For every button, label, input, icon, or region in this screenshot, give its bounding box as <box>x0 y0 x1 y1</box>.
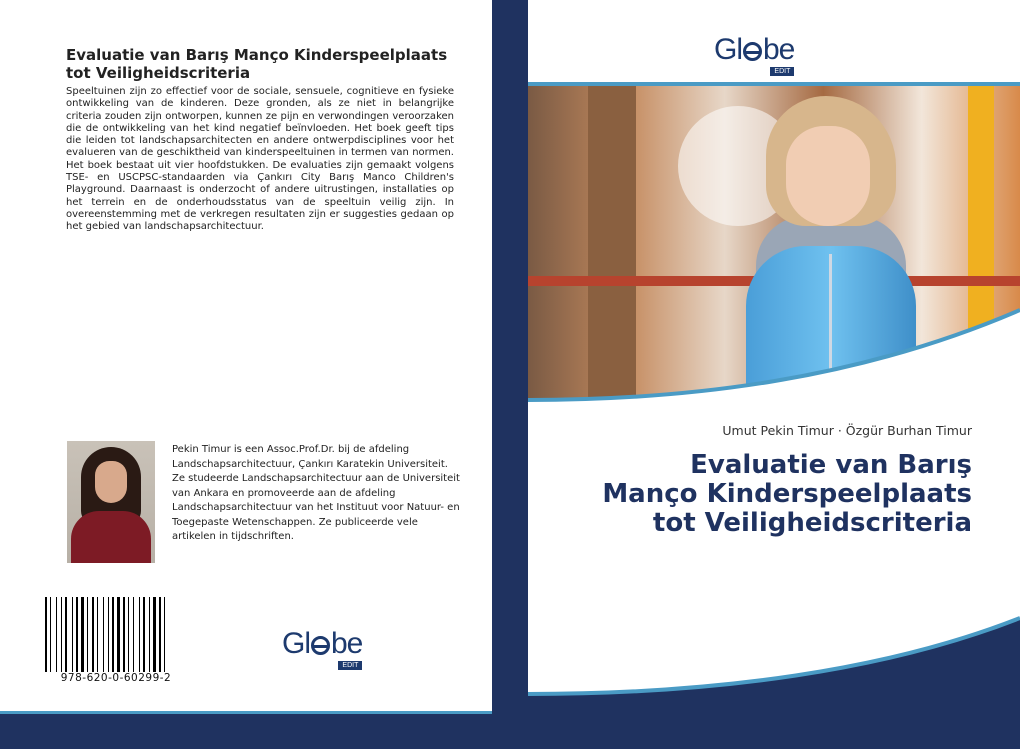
barcode-bar <box>108 597 109 672</box>
barcode-bar <box>61 597 62 672</box>
book-spine <box>492 0 528 749</box>
logo-edit-tag: EDIT <box>770 67 794 76</box>
barcode-bar <box>133 597 134 672</box>
barcode-bar <box>52 597 55 672</box>
author-photo <box>67 441 155 563</box>
barcode-bar <box>68 597 71 672</box>
barcode-bar <box>115 597 116 672</box>
barcode-bar <box>74 597 75 672</box>
barcode-bar <box>72 597 73 672</box>
barcode-bar <box>76 597 78 672</box>
barcode-bar <box>81 597 84 672</box>
barcode-bar <box>149 597 150 672</box>
logo-text-left: Gl <box>714 33 742 66</box>
publisher-logo-back <box>282 627 363 669</box>
globe-o-icon <box>743 42 762 61</box>
barcode-bar <box>65 597 67 672</box>
publisher-logo-front <box>714 33 795 75</box>
front-cover-title: Evaluatie van Barış Manço Kinderspeelplaats tot Veiligheidscriteria <box>602 450 972 538</box>
barcode-bar <box>139 597 140 672</box>
globe-o-icon <box>311 636 330 655</box>
logo-text-right: be <box>763 33 795 66</box>
barcode-bar <box>141 597 142 672</box>
barcode-bar <box>87 597 88 672</box>
barcode-bar <box>48 597 49 672</box>
barcode-bar <box>95 597 96 672</box>
front-bottom-wave <box>528 560 1020 749</box>
barcode-bar <box>135 597 138 672</box>
back-cover-title: Evaluatie van Barış Manço Kinderspeelplaats tot Veiligheidscriteria <box>66 46 448 82</box>
back-cover <box>0 0 492 749</box>
barcode-bar <box>126 597 127 672</box>
barcode-bar <box>159 597 161 672</box>
barcode-bar <box>50 597 51 672</box>
cover-wave-divider <box>528 300 1020 410</box>
barcode-bar <box>105 597 107 672</box>
barcode-bar <box>103 597 104 672</box>
barcode <box>45 597 187 672</box>
barcode-bar <box>97 597 98 672</box>
barcode-bar <box>45 597 47 672</box>
logo-text-left: Gl <box>282 627 310 660</box>
back-bottom-strip <box>0 711 492 749</box>
barcode-bar <box>166 597 168 672</box>
barcode-bar <box>151 597 152 672</box>
barcode-bar <box>164 597 165 672</box>
barcode-bar <box>153 597 156 672</box>
barcode-bar <box>117 597 120 672</box>
logo-text-right: be <box>331 627 363 660</box>
isbn-number: 978-620-0-60299-2 <box>60 672 172 684</box>
barcode-bar <box>63 597 64 672</box>
author-bio: Pekin Timur is een Assoc.Prof.Dr. bij de afdeling Landschapsarchitectuur, Çankırı Karatekin Universiteit. Ze studeerde Landschapsarchitectuur aan de Universiteit van Ankara en promoveerde aan de afdeling Landschapsarchitectuur van het Instituut voor Natuur- en Toegepaste Wetenschappen. Ze publiceerde vele artikelen in tijdschriften. <box>172 444 460 542</box>
front-cover <box>528 0 1020 749</box>
barcode-bar <box>143 597 145 672</box>
barcode-bar <box>162 597 163 672</box>
back-cover-description: Speeltuinen zijn zo effectief voor de sociale, sensuele, cognitieve en fysieke ontwikkeling van de kinderen. Deze gronden, als ze niet in belangrijke criteria zouden zijn ontworpen, kunnen ze pijn en verwondingen veroorzaken die de ontwikkeling van het kind negatief beïnvloeden. Het boek geeft tips die leiden tot landschapsarchitecten en andere ontwerpdisciplines voor het evalueren van de geschiktheid van kinderspeeltuinen in termen van normen. Het boek bestaat uit vier hoofdstukken. De evaluaties zijn gemaakt volgens TSE- en USCPSC-standaarden via Çankırı City Barış Manco Children's Playground. Daarnaast is onderzocht of andere uitrustingen, installaties op het terrein en de onderhoudsstatus van de speeltuin veilig zijn. In overeenstemming met de verkregen resultaten zijn er suggesties gedaan op het gebied van landschapsarchitectuur. <box>66 86 454 233</box>
barcode-bar <box>92 597 94 672</box>
barcode-bar <box>89 597 91 672</box>
barcode-bar <box>157 597 158 672</box>
logo-edit-tag: EDIT <box>338 661 362 670</box>
barcode-bar <box>112 597 114 672</box>
barcode-bar <box>128 597 129 672</box>
barcode-bar <box>56 597 57 672</box>
front-authors: Umut Pekin Timur · Özgür Burhan Timur <box>722 423 972 438</box>
barcode-bar <box>99 597 102 672</box>
barcode-bar <box>79 597 80 672</box>
barcode-bar <box>146 597 148 672</box>
barcode-bar <box>121 597 122 672</box>
barcode-bar <box>58 597 60 672</box>
barcode-bar <box>85 597 86 672</box>
barcode-bar <box>123 597 125 672</box>
barcode-bar <box>110 597 111 672</box>
barcode-bar <box>130 597 132 672</box>
